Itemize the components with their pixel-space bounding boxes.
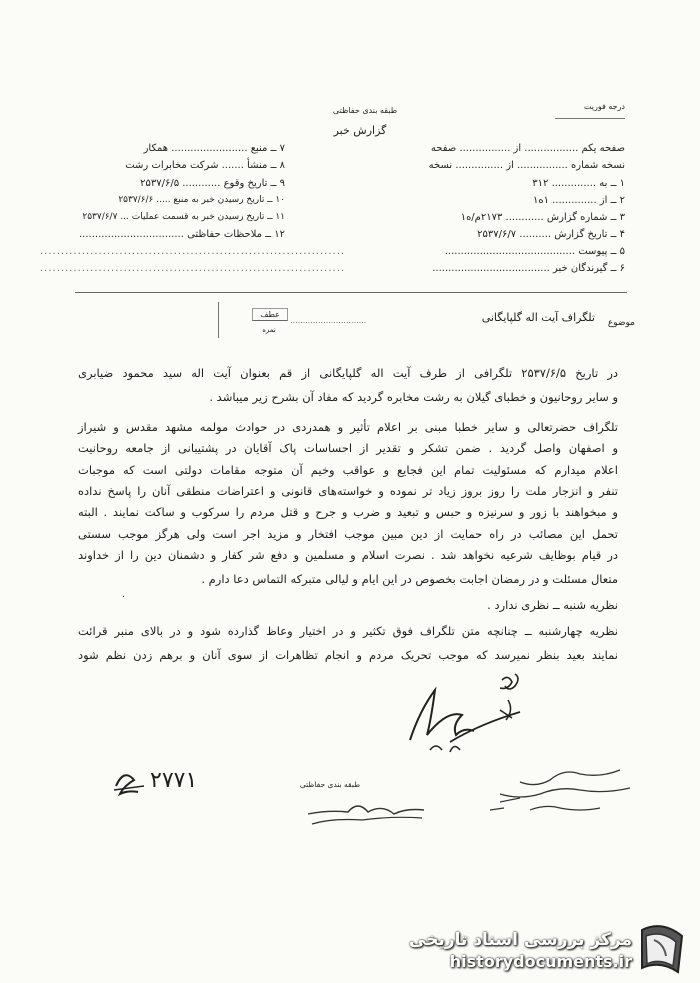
field-received-source: ۱۰ ــ تاریخ رسیدن خبر به منبع ..... ۲۵۳۷/۶/۶ [118, 195, 285, 205]
body-line: و مبخواهند با زور و سرنیزه و حبس و تبعید و ضرب و جرح و قتل مردم را سرکوب و ساکت نمایند . البته [78, 505, 618, 519]
field-event-date: ۹ ــ تاریخ وقوع ............ ۲۵۳۷/۶/۵ [140, 178, 285, 189]
subject-label: موضوع [607, 318, 635, 328]
handwritten-note [470, 762, 640, 820]
blank-dots-1: ......................................................................... [40, 246, 346, 257]
body-line: تنفر و انزجار ملت را روز بروز زیاد تر نموده و خواسته‌های قانونی و اعتراضات منطقی آنان را پاسخ نداده [78, 484, 618, 498]
body-line: در قیام بوظایف شرعیه نخواهد شد . نصرت اسلام و مسلمین و دفع شر کفار و دشمنان دین را از خداوند [78, 548, 618, 562]
archive-book-icon [632, 920, 692, 978]
header-classification: طبقه بندی حفاظتی [332, 106, 398, 115]
field-copy: نسخه شماره ................ از ............... نسخه [428, 160, 625, 171]
body-line: در تاریخ ۲۵۳۷/۶/۵ تلگرافی از طرف آیت اله گلپایگانی از قم بعنوان آیت اله سید محمود ضیابری [78, 366, 618, 380]
reference-label: عطف [252, 308, 288, 321]
subject-dots: .............................. [290, 316, 367, 325]
stray-mark: · [122, 592, 126, 603]
field-source: ۷ ــ منبع ........................ همکار [143, 143, 285, 154]
field-report-number: ۳ ــ شماره گزارش ............ ۲۱۷۳م/ه۱ [460, 212, 625, 223]
body-line: متعال مسئلت و در رمضان اجابت بخصوص در این ایام و لیالی متبرکه التماس دعا دارم . [201, 572, 618, 586]
body-line: تحمل این مصائب در راه حمایت از دین مبین موجب افتخار و مزید اجر است ولی هرگز موجب سستی [78, 527, 618, 541]
field-attachment: ۵ ــ پیوست ......................................... [444, 246, 625, 257]
body-line: نظریه شنبه ــ نظری ندارد . [487, 598, 618, 612]
field-security-notes: ۱۲ ــ ملاحظات حفاظتی ................................. [79, 229, 285, 240]
urgency-degree: درجه فوریت [583, 102, 625, 111]
reference-number-label: نمره [262, 326, 276, 334]
urgency-underline [555, 118, 625, 119]
body-line: نمایند بعید بنظر نمیرسد که موجب تحریک مردم و انجام تظاهرات از سوی آنان و برهم زدن نظم شود [78, 648, 618, 662]
header-title: گزارش خبر [333, 124, 387, 137]
body-line: تلگراف حضرتعالی و سایر خطبا مبنی بر اعلام تأثیر و همدردی در حوادث مولمه مشهد مقدس و شیراز [78, 420, 618, 434]
body-line: و سایر روحانیون و خطبای گیلان به رشت مخابره گردید که مفاد آن بشرح زیر میباشد . [209, 390, 618, 404]
field-to: ۱ ــ به .............. ۳۱۲ [532, 178, 625, 189]
field-origin: ۸ ــ منشأ ....... شرکت مخابرات رشت [125, 160, 285, 171]
subject-text: تلگراف آیت اله گلپایگانی [481, 311, 595, 324]
watermark-url: historydocuments.ir [449, 952, 632, 971]
watermark-org-name: مرکز بررسی اسناد تاریخی [409, 930, 632, 950]
handwritten-date-note [298, 790, 433, 826]
body-line: و اصفهان واصل گردید . ضمن تشکر و تقدیر از احساسات پاک آقایان در پشتیبانی از جامعه روحانیت [78, 441, 618, 455]
bottom-classification: طبقه بندی حفاظتی [299, 780, 361, 789]
field-received-unit: ۱۱ ــ تاریخ رسیدن خبر به قسمت عملیات ... ۲۵۳۷/۶/۷ [82, 212, 285, 222]
field-page: صفحه یکم ................. از ................ صفحه [430, 143, 625, 154]
body-line: اعلام میدارم که مسئولیت تمام این فجایع و عواقب وخیم آن متوجه مقامات دولتی است که موجبات [78, 463, 618, 477]
reference-bracket [218, 302, 220, 338]
document-number: ۲۷۷۱ [150, 768, 198, 793]
header-separator [75, 292, 627, 293]
body-line: نظریه چهارشنبه ــ چنانچه متن تلگراف فوق تکثیر و در اختیار وعاظ گذارده شود و در بالای منبر قرائت [78, 624, 618, 638]
blank-dots-2: ......................................................................... [40, 263, 346, 274]
field-from: ۲ ــ از .............. ۱ه۱ [532, 195, 625, 206]
field-report-date: ۴ ــ تاریخ گزارش .......... ۲۵۳۷/۶/۷ [477, 229, 625, 240]
handwritten-signature [390, 670, 540, 760]
field-recipients: ۶ ــ گیرندگان خبر ..................................... [432, 263, 625, 274]
